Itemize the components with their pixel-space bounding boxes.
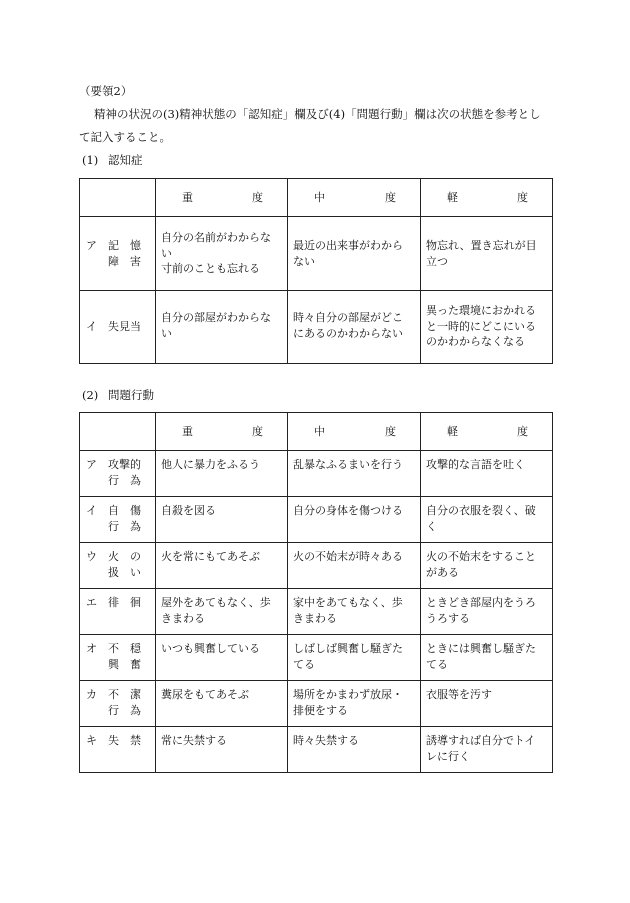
table-row	[80, 451, 553, 497]
table-row	[80, 589, 553, 635]
cell-severe: 火を常にもてあそぶ	[156, 543, 288, 589]
table-row	[80, 291, 553, 364]
cell-severe: 糞尿をもてあそぶ	[156, 681, 288, 727]
cell-mild: 異った環境におかれる と一時的にどこにいる のかわからなくなる	[421, 291, 553, 364]
cell-severe: 自分の名前がわからな い 寸前のことも忘れる	[156, 217, 288, 291]
heading: （要領2）	[79, 84, 133, 98]
section1-title: 認知症	[108, 153, 143, 167]
cell-severe: 常に失禁する	[156, 727, 288, 773]
header-blank-cell	[80, 179, 156, 217]
table-header-row	[80, 413, 553, 451]
cell-mild: 物忘れ、置き忘れが目 立つ	[421, 217, 553, 291]
table-row	[80, 635, 553, 681]
row-label: ア 記 憶 障 害	[80, 217, 156, 291]
cell-moderate: 時々自分の部屋がどこ にあるのかわからない	[288, 291, 421, 364]
table-row	[80, 681, 553, 727]
table-row	[80, 497, 553, 543]
row-label: イ 失見当	[80, 291, 156, 364]
dementia-table	[79, 178, 553, 364]
problem-behavior-table	[79, 412, 553, 773]
cell-moderate: 火の不始末が時々ある	[288, 543, 421, 589]
header-mild: 軽 度	[421, 179, 553, 217]
cell-moderate: 乱暴なふるまいを行う	[288, 451, 421, 497]
cell-moderate: しばしば興奮し騒ぎた てる	[288, 635, 421, 681]
header-moderate: 中 度	[288, 413, 421, 451]
table-row	[80, 727, 553, 773]
cell-severe: 自殺を図る	[156, 497, 288, 543]
row-label: ウ 火 の 扱 い	[80, 543, 156, 589]
cell-mild: 衣服等を汚す	[421, 681, 553, 727]
cell-moderate: 時々失禁する	[288, 727, 421, 773]
cell-severe: いつも興奮している	[156, 635, 288, 681]
cell-mild: ときどき部屋内をうろ うろする	[421, 589, 553, 635]
cell-mild: 誘導すれば自分でトイ レに行く	[421, 727, 553, 773]
cell-mild: 攻撃的な言語を吐く	[421, 451, 553, 497]
cell-mild: ときには興奮し騒ぎた てる	[421, 635, 553, 681]
cell-moderate: 場所をかまわず放尿・ 排便をする	[288, 681, 421, 727]
cell-severe: 自分の部屋がわからな い	[156, 291, 288, 364]
row-label: カ 不 潔 行 為	[80, 681, 156, 727]
intro-line-2: て記入すること。	[79, 130, 171, 144]
header-blank-cell	[80, 413, 156, 451]
table-row	[80, 543, 553, 589]
header-severe: 重 度	[156, 413, 288, 451]
header-mild: 軽 度	[421, 413, 553, 451]
section2-title: 問題行動	[108, 388, 154, 402]
section2-number: (2)	[82, 388, 99, 402]
row-label: オ 不 穏 興 奮	[80, 635, 156, 681]
table-header-row	[80, 179, 553, 217]
row-label: ア 攻撃的 行 為	[80, 451, 156, 497]
cell-moderate: 家中をあてもなく、歩 きまわる	[288, 589, 421, 635]
cell-mild: 自分の衣服を裂く、破 く	[421, 497, 553, 543]
section1-number: (1)	[82, 153, 99, 167]
cell-moderate: 自分の身体を傷つける	[288, 497, 421, 543]
cell-severe: 他人に暴力をふるう	[156, 451, 288, 497]
row-label: キ 失 禁	[80, 727, 156, 773]
cell-mild: 火の不始末をすること がある	[421, 543, 553, 589]
table-row	[80, 217, 553, 291]
header-severe: 重 度	[156, 179, 288, 217]
row-label: イ 自 傷 行 為	[80, 497, 156, 543]
cell-moderate: 最近の出来事がわから ない	[288, 217, 421, 291]
intro-line-1: 精神の状況の(3)精神状態の「認知症」欄及び(4)「問題行動」欄は次の状態を参考とし	[94, 107, 541, 121]
row-label: エ 徘 徊	[80, 589, 156, 635]
cell-severe: 屋外をあてもなく、歩 きまわる	[156, 589, 288, 635]
header-moderate: 中 度	[288, 179, 421, 217]
